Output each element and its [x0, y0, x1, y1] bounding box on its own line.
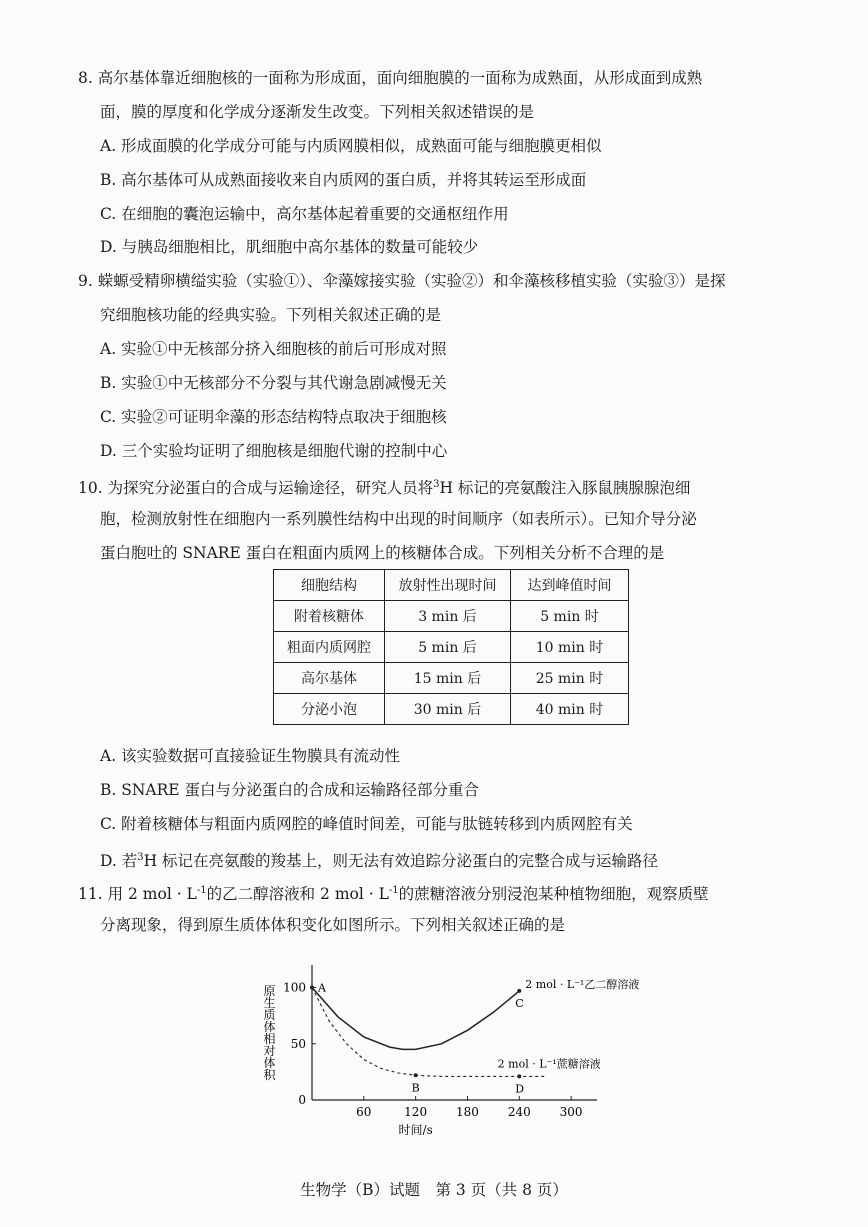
q8-option-b: B. 高尔基体可从成熟面接收来自内质网的蛋白质，并将其转运至形成面 [100, 171, 587, 189]
point-label: D [515, 1082, 525, 1096]
y-tick-label: 0 [298, 1093, 306, 1107]
x-tick-label: 240 [507, 1105, 531, 1119]
q10-option-d-a: D. 若 [100, 852, 138, 871]
series-label: 2 mol · L⁻¹乙二醇溶液 [525, 977, 640, 991]
q10-option-d-b: H 标记在亮氨酸的羧基上，则无法有效追踪分泌蛋白的完整合成与运输路径 [143, 852, 659, 871]
table-cell: 附着核糖体 [274, 601, 385, 632]
table-row [274, 663, 629, 694]
table-cell: 5 min 时 [511, 601, 629, 632]
point-marker [517, 1074, 521, 1078]
table-header: 达到峰值时间 [511, 570, 629, 601]
page-footer: 生物学（B）试题 第 3 页（共 8 页） [300, 1181, 568, 1199]
table-cell: 25 min 时 [511, 663, 629, 694]
q10-option-b: B. SNARE 蛋白与分泌蛋白的合成和运输路径部分重合 [100, 781, 480, 799]
y-tick-label: 50 [290, 1036, 306, 1051]
q8-option-a: A. 形成面膜的化学成分可能与内质网膜相似，成熟面可能与细胞膜更相似 [100, 137, 602, 155]
table-header: 细胞结构 [274, 570, 385, 601]
q9-option-d: D. 三个实验均证明了细胞核是细胞代谢的控制中心 [100, 442, 448, 460]
table-cell: 高尔基体 [274, 663, 385, 694]
q10-stem-line1-b: H 标记的亮氨酸注入豚鼠胰腺腺泡细 [439, 479, 691, 498]
series-label: 2 mol · L⁻¹蔗糖溶液 [497, 1057, 601, 1071]
x-tick-label: 60 [356, 1105, 372, 1119]
q11-stem-line2: 分离现象，得到原生质体体积变化如图所示。下列相关叙述正确的是 [100, 916, 566, 934]
table-header-row [274, 570, 629, 601]
table-cell: 分泌小泡 [274, 694, 385, 725]
q10-isotope-superscript: 3 [433, 479, 440, 490]
q11-stem-line1-b: 的乙二醇溶液和 2 mol · L [206, 885, 389, 904]
table-cell: 15 min 后 [385, 663, 511, 694]
table-cell: 10 min 时 [511, 632, 629, 663]
q10-stem-line1 [78, 474, 690, 499]
table-row [274, 632, 629, 663]
q11-unit-superscript-2: -1 [388, 885, 399, 896]
x-tick-label: 300 [559, 1105, 583, 1119]
radioactivity-table [273, 569, 629, 725]
q9-option-a: A. 实验①中无核部分挤入细胞核的前后可形成对照 [100, 340, 447, 358]
q8-stem-line1: 8. 高尔基体靠近细胞核的一面称为形成面，面向细胞膜的一面称为成熟面，从形成面到成熟 [78, 69, 703, 87]
x-axis-label: 时间/s [398, 1123, 433, 1137]
y-tick-label: 100 [283, 980, 306, 995]
table-cell: 30 min 后 [385, 694, 511, 725]
table-row [274, 694, 629, 725]
q8-option-d: D. 与胰岛细胞相比，肌细胞中高尔基体的数量可能较少 [100, 238, 479, 256]
table-cell: 40 min 时 [511, 694, 629, 725]
table-cell: 5 min 后 [385, 632, 511, 663]
x-tick-label: 120 [404, 1105, 428, 1119]
q8-stem-line2: 面，膜的厚度和化学成分逐渐发生改变。下列相关叙述错误的是 [100, 103, 535, 121]
point-label: B [411, 1081, 420, 1095]
protoplast-volume-chart [255, 965, 640, 1150]
q10-option-d-superscript: 3 [137, 852, 144, 863]
q10-option-d [100, 847, 658, 872]
q9-stem-line2: 究细胞核功能的经典实验。下列相关叙述正确的是 [100, 306, 442, 324]
point-marker [414, 1073, 418, 1077]
q11-stem-line1 [78, 880, 709, 905]
x-tick-label: 180 [456, 1105, 479, 1119]
q10-option-a: A. 该实验数据可直接验证生物膜具有流动性 [100, 747, 401, 765]
q9-stem-line1: 9. 蝾螈受精卵横缢实验（实验①）、伞藻嫁接实验（实验②）和伞藻核移植实验（实验③）是探 [78, 272, 726, 290]
table-header: 放射性出现时间 [385, 570, 511, 601]
q10-option-c: C. 附着核糖体与粗面内质网腔的峰值时间差，可能与肽链转移到内质网腔有关 [100, 815, 633, 833]
table-cell: 3 min 后 [385, 601, 511, 632]
point-label: A [318, 981, 326, 995]
table-row [274, 601, 629, 632]
y-axis-label: 原生质体相对体积 [262, 984, 276, 1081]
q11-stem-line1-a: 11. 用 2 mol · L [78, 885, 197, 904]
q10-stem-line2: 胞，检测放射性在细胞内一系列膜性结构中出现的时间顺序（如表所示）。已知介导分泌 [100, 510, 697, 528]
q10-stem-line3: 蛋白胞吐的 SNARE 蛋白在粗面内质网上的核糖体合成。下列相关分析不合理的是 [100, 544, 665, 562]
q11-unit-superscript-1: -1 [196, 885, 207, 896]
point-label: C [515, 996, 524, 1010]
q10-stem-line1-a: 10. 为探究分泌蛋白的合成与运输途径，研究人员将 [78, 479, 434, 498]
point-marker [517, 989, 521, 993]
q11-stem-line1-c: 的蔗糖溶液分别浸泡某种植物细胞，观察质壁 [398, 885, 709, 904]
table-cell: 粗面内质网腔 [274, 632, 385, 663]
q8-option-c: C. 在细胞的囊泡运输中，高尔基体起着重要的交通枢纽作用 [100, 205, 509, 223]
point-marker [310, 986, 314, 990]
q9-option-c: C. 实验②可证明伞藻的形态结构特点取决于细胞核 [100, 408, 447, 426]
q9-option-b: B. 实验①中无核部分不分裂与其代谢急剧减慢无关 [100, 374, 447, 392]
